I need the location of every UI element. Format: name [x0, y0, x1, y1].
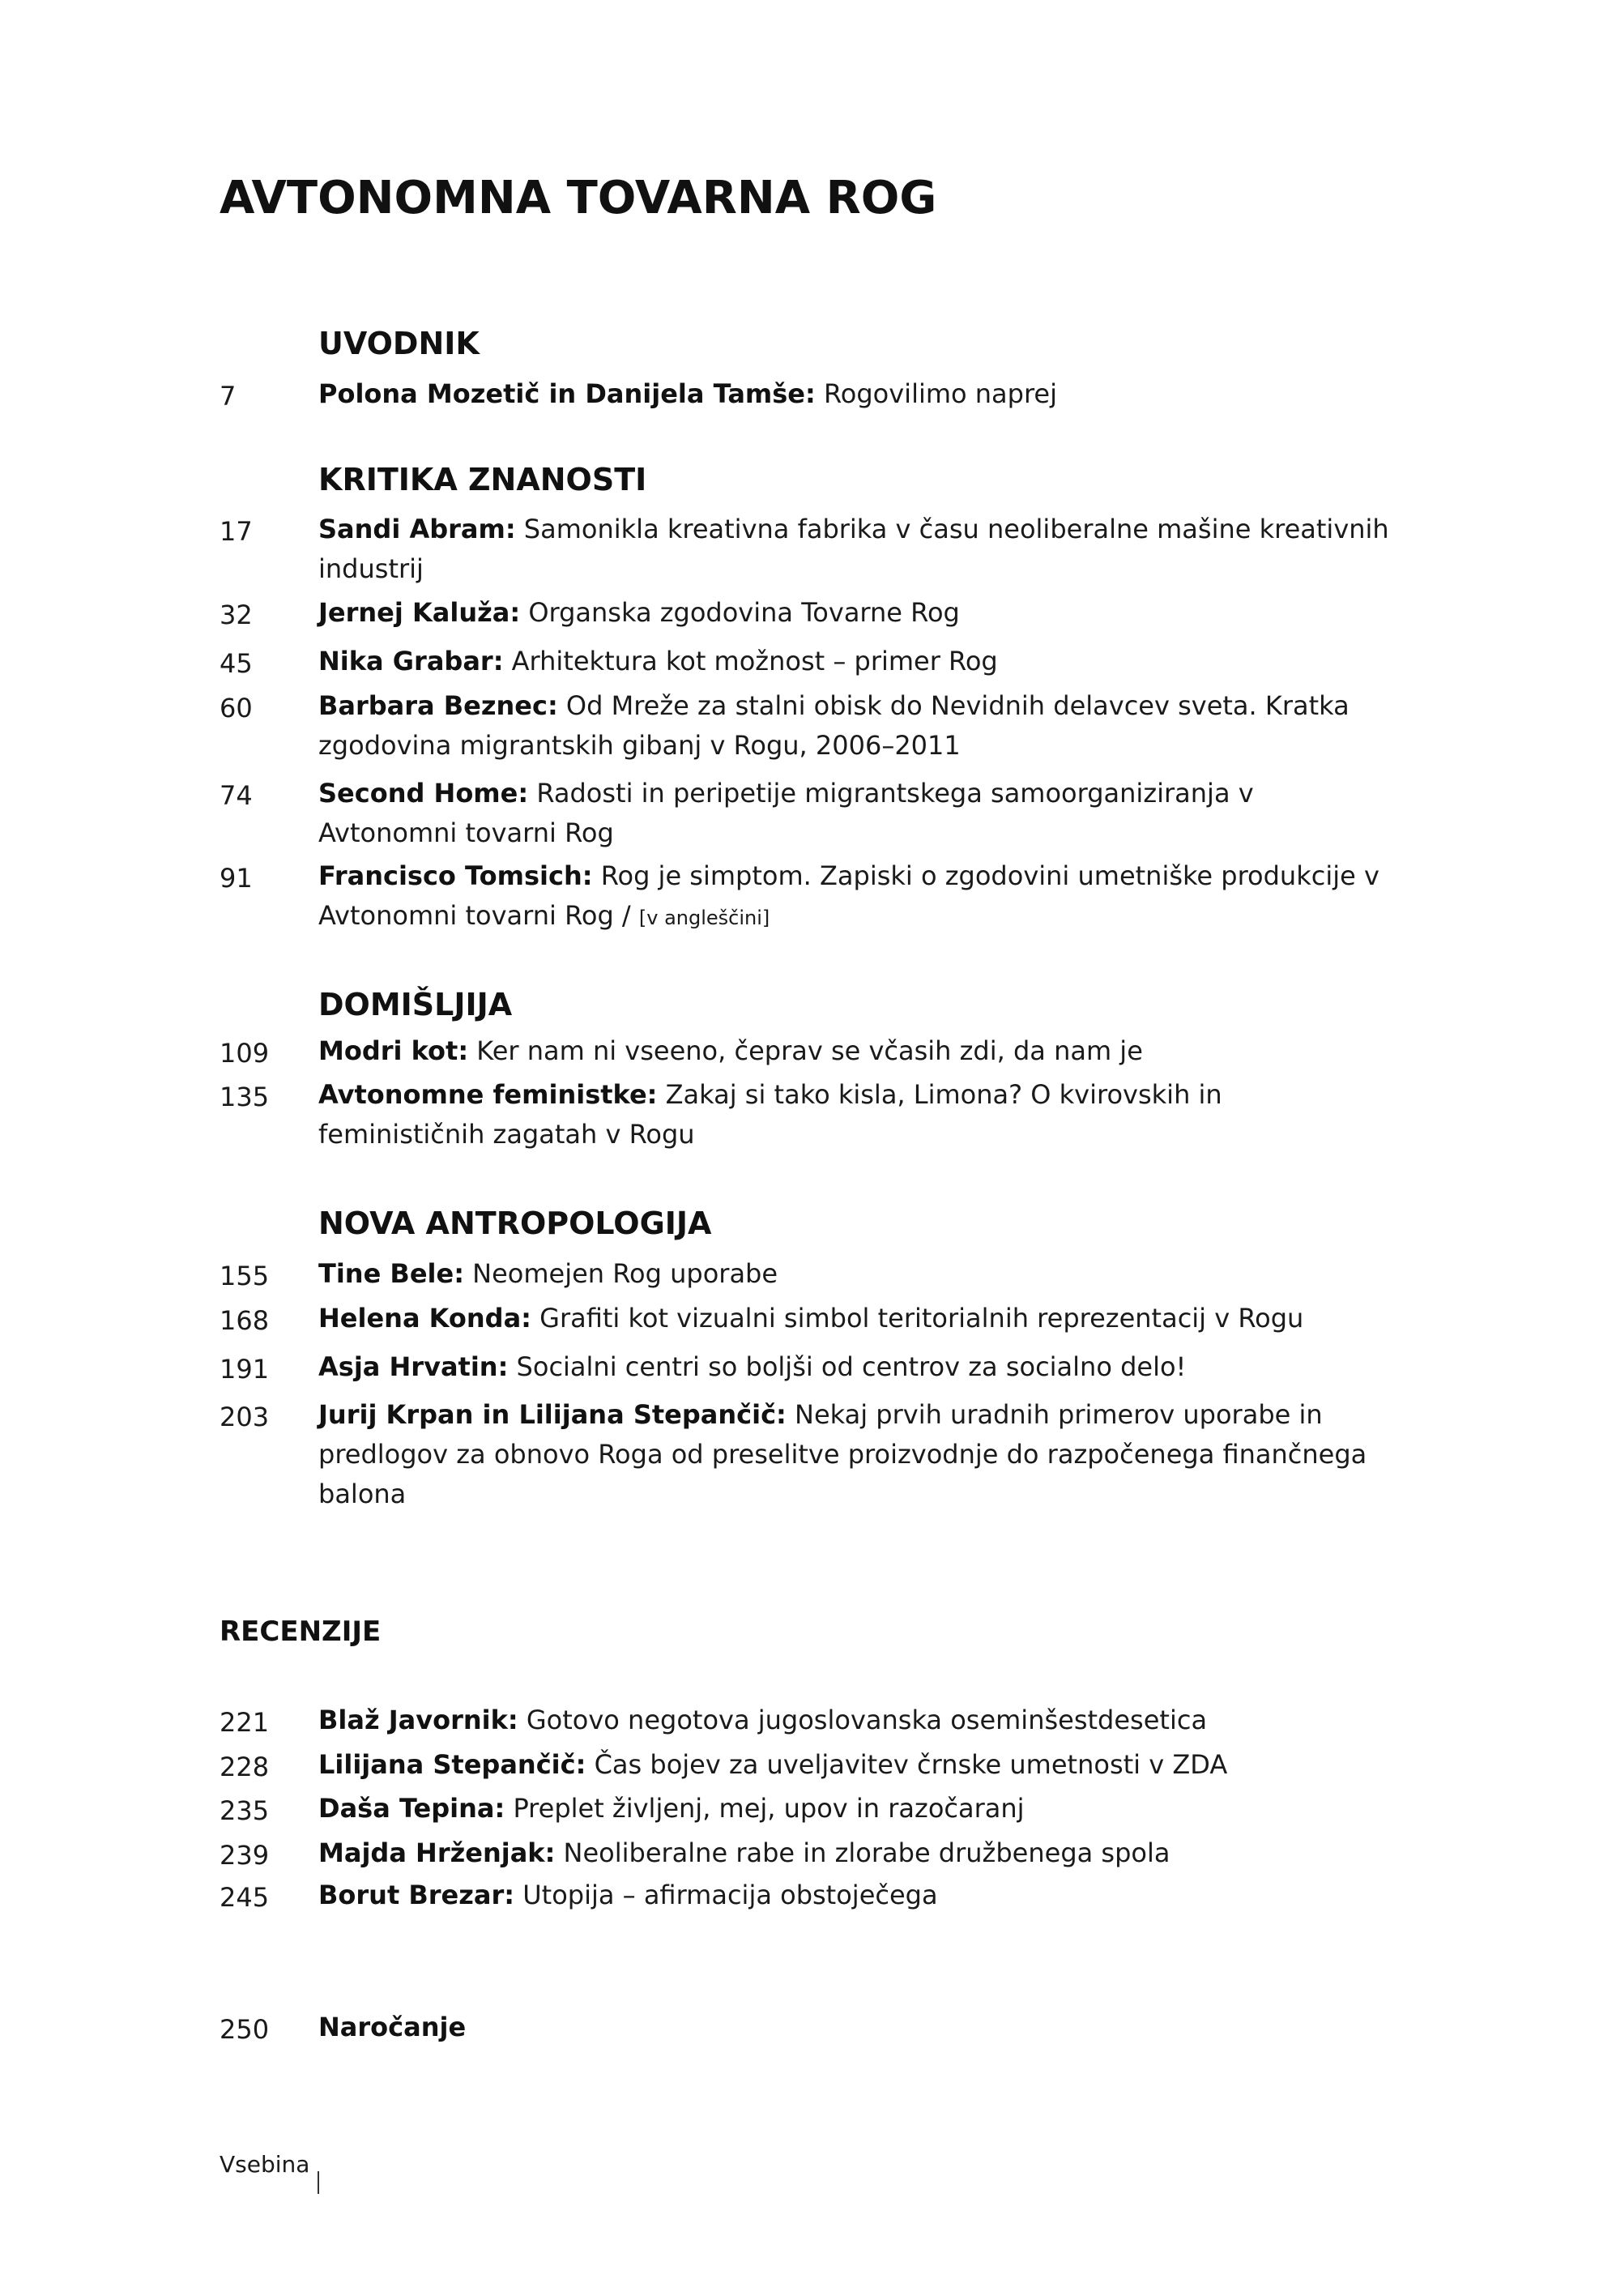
toc-page-number: 250	[220, 2014, 270, 2045]
toc-entry[interactable]	[318, 1075, 1396, 1154]
page-title: AVTONOMNA TOVARNA ROG	[220, 172, 937, 224]
toc-entry[interactable]	[318, 856, 1396, 938]
toc-page-number: 7	[220, 381, 237, 412]
toc-entry[interactable]	[318, 642, 1396, 681]
toc-entry[interactable]	[318, 1876, 1396, 1915]
section-heading-kritika-znanosti: KRITIKA ZNANOSTI	[318, 462, 647, 497]
toc-entry[interactable]	[318, 1299, 1396, 1338]
toc-page-number: 32	[220, 600, 253, 630]
toc-author: Asja Hrvatin:	[318, 1351, 509, 1382]
toc-page-number: 203	[220, 1402, 270, 1432]
toc-ordering-label: Naročanje	[318, 2012, 467, 2042]
toc-author: Helena Konda:	[318, 1303, 531, 1334]
toc-entry[interactable]	[318, 774, 1396, 853]
toc-entry[interactable]	[318, 1789, 1396, 1829]
toc-page-number: 17	[220, 516, 253, 547]
running-footer: Vsebina	[220, 2151, 310, 2178]
toc-entry[interactable]	[318, 593, 1396, 633]
toc-author: Lilijana Stepančič:	[318, 1749, 586, 1780]
toc-title: Zakaj si tako kisla, Limona? O kvirovskih in feminističnih zagatah v Rogu	[318, 1079, 1222, 1150]
toc-page-number: 155	[220, 1261, 270, 1291]
toc-title: Gotovo negotova jugoslovanska oseminšestdesetica	[526, 1705, 1208, 1735]
toc-page-number: 45	[220, 648, 253, 679]
toc-entry[interactable]	[318, 1833, 1396, 1873]
toc-page-number: 109	[220, 1038, 270, 1069]
toc-entry[interactable]	[318, 510, 1396, 589]
toc-title: Socialni centri so boljši od centrov za socialno delo!	[516, 1351, 1187, 1382]
toc-title: Neomejen Rog uporabe	[472, 1258, 778, 1289]
toc-title: Grafiti kot vizualni simbol teritorialnih reprezentacij v Rogu	[539, 1303, 1304, 1334]
toc-title: Utopija – afirmacija obstoječega	[522, 1880, 938, 1910]
toc-author: Majda Hrženjak:	[318, 1837, 556, 1868]
footer-divider	[318, 2171, 319, 2194]
toc-author: Tine Bele:	[318, 1258, 464, 1289]
toc-title: Rog je simptom. Zapiski o zgodovini umetniške produkcije v Avtonomni tovarni Rog /	[318, 860, 1379, 931]
toc-page-number: 135	[220, 1082, 270, 1112]
toc-entry[interactable]	[318, 1031, 1396, 1071]
toc-author: Borut Brezar:	[318, 1880, 515, 1910]
toc-title: Organska zgodovina Tovarne Rog	[528, 597, 960, 628]
toc-title: Čas bojev za uveljavitev črnske umetnosti v ZDA	[594, 1749, 1228, 1780]
toc-title: Arhitektura kot možnost – primer Rog	[511, 646, 998, 676]
toc-author: Second Home:	[318, 778, 529, 809]
toc-entry[interactable]	[318, 1701, 1396, 1740]
toc-author: Jurij Krpan in Lilijana Stepančič:	[318, 1399, 787, 1430]
toc-title: Nekaj prvih uradnih primerov uporabe in predlogov za obnovo Roga od preselitve proizvodnje do razpočenega finančnega balona	[318, 1399, 1367, 1509]
toc-page-number: 74	[220, 780, 253, 811]
toc-title: Radosti in peripetije migrantskega samoorganiziranja v Avtonomni tovarni Rog	[318, 778, 1254, 848]
toc-author: Jernej Kaluža:	[318, 597, 521, 628]
toc-page-number: 245	[220, 1882, 270, 1913]
toc-author: Nika Grabar:	[318, 646, 504, 676]
toc-title: Od Mreže za stalni obisk do Nevidnih delavcev sveta. Kratka zgodovina migrantskih gibanj v Rogu, 2006–2011	[318, 690, 1350, 761]
toc-page-number: 228	[220, 1752, 270, 1782]
section-heading-domisljija: DOMIŠLJIJA	[318, 987, 513, 1022]
toc-entry[interactable]	[318, 1347, 1396, 1387]
toc-entry[interactable]	[318, 1254, 1396, 1294]
toc-page-number: 235	[220, 1795, 270, 1826]
toc-entry[interactable]	[318, 374, 1396, 414]
toc-title: Ker nam ni vseeno, čeprav se včasih zdi, da nam je	[476, 1035, 1143, 1066]
toc-author: Daša Tepina:	[318, 1793, 505, 1824]
toc-author: Polona Mozetič in Danijela Tamše:	[318, 378, 816, 409]
toc-author: Francisco Tomsich:	[318, 860, 593, 891]
toc-page-number: 221	[220, 1707, 270, 1738]
toc-entry[interactable]	[318, 1745, 1396, 1785]
section-heading-recenzije: RECENZIJE	[220, 1615, 382, 1648]
toc-author: Avtonomne feministke:	[318, 1079, 658, 1110]
toc-title: Samonikla kreativna fabrika v času neoliberalne mašine kreativnih industrij	[318, 514, 1389, 584]
toc-author: Barbara Beznec:	[318, 690, 558, 721]
toc-entry[interactable]	[318, 1395, 1396, 1514]
toc-title: Preplet življenj, mej, upov in razočaranj	[513, 1793, 1025, 1824]
toc-author: Sandi Abram:	[318, 514, 516, 544]
toc-page-number: 168	[220, 1305, 270, 1336]
toc-author: Modri kot:	[318, 1035, 469, 1066]
section-heading-uvodnik: UVODNIK	[318, 326, 480, 361]
toc-entry[interactable]	[318, 686, 1396, 766]
section-heading-nova-antropologija: NOVA ANTROPOLOGIJA	[318, 1206, 712, 1241]
toc-title: Rogovilimo naprej	[823, 378, 1057, 409]
toc-author: Blaž Javornik:	[318, 1705, 518, 1735]
toc-page-number: 60	[220, 693, 253, 723]
toc-title: Neoliberalne rabe in zlorabe družbenega spola	[563, 1837, 1170, 1868]
toc-page-number: 239	[220, 1840, 270, 1871]
toc-language-note: [v angleščini]	[638, 907, 770, 929]
toc-page-number: 191	[220, 1354, 270, 1385]
toc-page-number: 91	[220, 863, 253, 894]
toc-entry-ordering[interactable]	[318, 2008, 1396, 2047]
